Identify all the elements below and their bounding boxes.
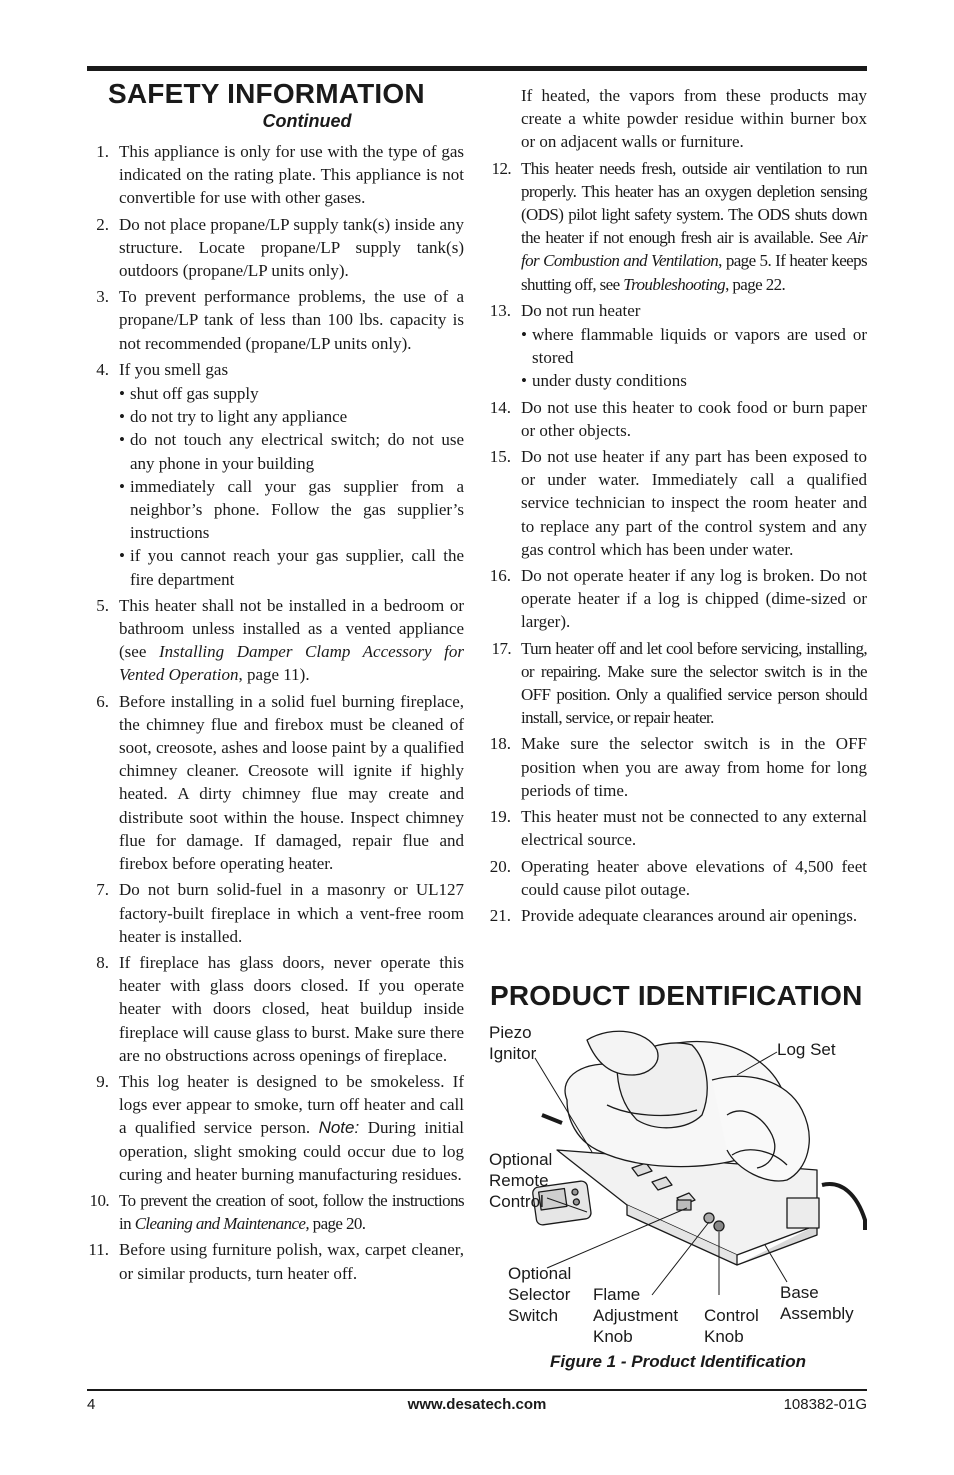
safety-list <box>87 140 464 1285</box>
run-heater-bullets <box>521 323 867 393</box>
section-reference: Installing Damper Clamp Accessory for Vented Operation <box>119 642 464 685</box>
label-remote-control: Optional Remote Control <box>489 1150 553 1211</box>
top-rule <box>87 66 867 71</box>
safety-column <box>87 78 464 1288</box>
bullet-item: • do not try to light any appliance <box>119 405 464 428</box>
list-item: 11. Before using furniture polish, wax, carpet cleaner, or similar products, turn heater off. <box>88 1240 464 1283</box>
list-item: 5. This heater shall not be installed in a bedroom or bathroom unless installed as a vented appliance (see Installing Damper Clamp Accessory for Vented Operation, page 11). <box>96 595 464 685</box>
label-log-set: Log Set <box>777 1040 836 1059</box>
label-base-assembly: Base Assembly <box>780 1283 854 1323</box>
list-item: 21. Provide adequate clearances around air openings. <box>489 905 858 925</box>
product-figure <box>487 1020 869 1380</box>
list-item: 8. If fireplace has glass doors, never operate this heater with glass doors closed. If you operate heater with doors closed, heat buildup inside fireplace will cause glass to burst. Make sure there are no obstructions across openings of fireplace. <box>96 952 464 1065</box>
bullet-item: • do not touch any electrical switch; do not use any phone in your building <box>119 428 464 474</box>
bullet-item: • shut off gas supply <box>119 382 464 405</box>
list-item: 20. Operating heater above elevations of 4,500 feet could cause pilot outage. <box>489 856 867 899</box>
bullet-item: • if you cannot reach your gas supplier, call the fire department <box>119 544 464 590</box>
list-item: 18. Make sure the selector switch is in the OFF position when you are away from home for long periods of time. <box>489 734 867 800</box>
list-item: 15. Do not use heater if any part has been exposed to or under water. Immediately call a qualified service technician to inspect the room heater and to replace any part of the control system and any gas control which has been under water. <box>489 447 867 559</box>
label-flame-adjustment-knob: Flame Adjustment Knob <box>593 1285 679 1346</box>
page-number: 4 <box>87 1396 96 1413</box>
label-piezo-ignitor: Piezo Ignitor <box>489 1023 537 1063</box>
label-selector-switch: Optional Selector Switch <box>508 1264 572 1325</box>
bullet-item: • where flammable liquids or vapors are used or stored <box>521 323 867 369</box>
list-item: 2. Do not place propane/LP supply tank(s) inside any structure. Locate propane/LP supply tank(s) outdoors (propane/LP units only). <box>96 214 464 281</box>
list-item: 3. To prevent performance problems, the use of a propane/LP tank of less than 100 lbs. capacity is not recommended (propane/LP units only). <box>96 287 464 353</box>
bullet-item: • under dusty conditions <box>521 369 867 392</box>
continued-subtitle: Continued <box>262 111 352 131</box>
list-item: 1. This appliance is only for use with the type of gas indicated on the rating plate. This appliance is not convertible for use with other gases. <box>96 142 464 208</box>
bottom-rule <box>87 1389 867 1391</box>
list-item: 6. Before installing in a solid fuel burning fireplace, the chimney flue and firebox must be cleaned of soot, creosote, ashes and loose paint by a qualified chimney cleaner. Creosote will ignite if highly heated. A dirty chimney flue may create and distribute soot within the house. Inspect chimney flue for damage. If damaged, repair flue and firebox before operating heater. <box>96 691 464 874</box>
bullet-item: • immediately call your gas supplier from a neighbor’s phone. Follow the gas supplier’s instructions <box>119 475 464 545</box>
safety-list-continued <box>489 84 867 927</box>
safety-column-continued <box>489 84 867 930</box>
section-reference: Cleaning and Maintenance, <box>134 1214 310 1234</box>
safety-title: SAFETY INFORMATION <box>108 78 425 109</box>
note-label: Note: <box>318 1118 360 1138</box>
list-item: 10. To prevent the creation of soot, follow the instructions in Cleaning and Maintenance, page 20. <box>89 1190 464 1234</box>
list-item: 19. This heater must not be connected to any external electrical source. <box>489 807 867 850</box>
section-reference: Troubleshooting <box>623 274 726 294</box>
product-identification-title: PRODUCT IDENTIFICATION <box>490 980 863 1011</box>
list-item-continuation: If heated, the vapors from these products may create a white powder residue within burner box or on adjacent walls or furniture. <box>521 86 867 152</box>
list-item: 7. Do not burn solid-fuel in a masonry or UL127 factory-built fireplace in which a vent-free room heater is installed. <box>96 880 464 946</box>
website-link[interactable]: www.desatech.com <box>407 1396 547 1413</box>
list-item: 16. Do not operate heater if any log is broken. Do not operate heater if a log is chipped (dime-sized or larger). <box>489 566 867 632</box>
list-item: 9. This log heater is designed to be smokeless. If logs ever appear to smoke, turn off heater and call a qualified service person. Note: During initial operation, slight smoking could occur due to log curing and heater burning manufacturing residues. <box>96 1071 464 1184</box>
document-code: 108382-01G <box>783 1396 867 1413</box>
list-item: 4. If you smell gas • shut off gas supply • do not try to light any appliance • do not touch any electrical switch; do not use any phone in your building • immediately call your gas supplier from a neighbor’s phone. Follow the gas supplier’s instructions • if you cannot reach your gas supplier, call the fire department <box>87 358 464 591</box>
figure-caption: Figure 1 - Product Identification <box>550 1352 806 1371</box>
label-control-knob: Control Knob <box>704 1306 759 1346</box>
list-item: 14. Do not use this heater to cook food or burn paper or other objects. <box>489 397 867 440</box>
gas-smell-bullets <box>119 382 464 591</box>
section-reference: Air for Combustion and Ventilation <box>521 228 867 271</box>
list-item: 17. Turn heater off and let cool before servicing, installing, or repairing. Make sure the selector switch is in the OFF position. Only a qualified service person should install, service, or repair heater. <box>491 638 867 728</box>
list-item: 13. Do not run heater • where flammable liquids or vapors are used or stored • under dusty conditions <box>489 299 867 393</box>
list-item: 12. This heater needs fresh, outside air ventilation to run properly. This heater has an oxygen depletion sensing (ODS) pilot light safety system. The ODS shuts down the heater if not enough fresh air is available. See Air for Combustion and Ventilation, page 5. If heater keeps shutting off, see Troubleshooting, page 22. <box>491 158 867 294</box>
